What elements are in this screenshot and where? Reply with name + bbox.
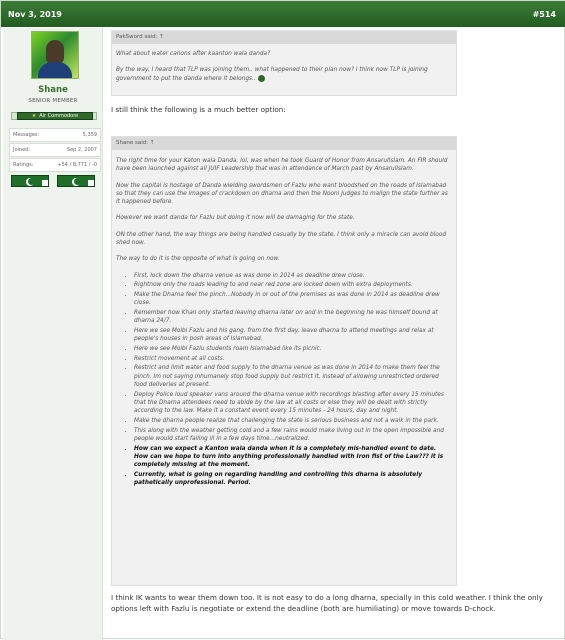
stat-label: Ratings: <box>13 162 34 168</box>
list-item: • Rightnow only the roads leading to and near red zone are locked down with extra deployments. <box>134 281 452 289</box>
list-item: • Restrict movement at all costs. <box>134 355 452 363</box>
list-item: • Make the Dharna feel the pinch...Nobody in or out of the premises as was done in 2014 as deadline drew close. <box>134 291 452 308</box>
stat-row-ratings <box>9 158 101 172</box>
avatar[interactable] <box>31 31 79 79</box>
smiley-icon <box>258 75 265 82</box>
list-item: • Currently, what is going on regarding handling and controlling this dharna is absolutely pathetically unprofessional. Period. <box>134 471 452 488</box>
quote-line: What about water canons after kaanton wala danda? <box>116 51 271 57</box>
stat-label: Messages: <box>13 132 40 138</box>
quote-bullet-list <box>116 272 452 488</box>
rank-label: Air Commodore <box>39 113 79 119</box>
quote-paragraph: The right time for your Katon wala Danda, lol, was when he took Guard of Honor from AnsarulIslam. An FIR should have been launched against all JUIF Leadership that was in attendance of March past by AnsarulIslam. <box>116 158 448 173</box>
stat-row-joined <box>9 143 101 157</box>
list-item: • First, lock down the dharna venue as was done in 2014 as deadline drew close. <box>134 272 452 280</box>
post-date[interactable]: Nov 3, 2019 <box>8 10 62 19</box>
post-header <box>1 1 565 27</box>
list-item: • Restrict and limit water and food supply to the dharna venue as was done in 2014 to make them feel the pinch. Im not saying inhumanely stop food supply but restrict it, instead of allowing unrestricted ordered food deliveries at present. <box>134 364 452 389</box>
username[interactable]: Shane <box>38 85 68 95</box>
quote-text <box>116 50 452 91</box>
pakistan-flag-icon <box>11 175 49 187</box>
stat-value: 5,359 <box>82 132 97 138</box>
star-icon: ★ <box>31 113 37 119</box>
list-item: • Make the dharna people realize that challenging the state is serious business and not a walk in the park. <box>134 417 452 425</box>
list-item: • Here we see Molbi Fazlu and his gang, from the first day, leave dharna to attend meetings and relax at people's houses in posh areas of Islamabad. <box>134 327 452 344</box>
user-stats <box>9 128 101 173</box>
quote-line: By the way, I heard that TLP was joining them.. what happened to their plan now? I think now TLP is joining government to put the danda where it belongs.. <box>116 67 428 82</box>
stat-value: +54 / 8,771 / -0 <box>57 162 97 168</box>
quote-paragraph: However we want danda for Fazlu but doing it now will be damaging for the state. <box>116 215 355 222</box>
post-text: I think IK wants to wear them down too. It is not easy to do a long dharna, specially in this cold weather. I think the only options left with Fazlu is negotiate or extend the deadline (both are humiliating) or move towards D-chock. <box>111 593 543 613</box>
stat-row-messages <box>9 128 101 142</box>
list-item: • Here we see Molbi Fazlu students roam Islamabad like its picnic. <box>134 345 452 353</box>
quote-text <box>116 157 452 489</box>
quote-block <box>111 136 457 586</box>
stat-label: Joined: <box>13 147 31 153</box>
list-item: • Deploy Police loud speaker vans around the dharna venue with recordings blasting after every 15 minutes that the Dharna attendees need to abide by the law at all costs or else they will be dealt with strictly according to the law. Make it a constant event every 15 minutes - 24 hours, day and night. <box>134 391 452 416</box>
quote-paragraph: The way to do it is the opposite of what is going on now. <box>116 256 280 263</box>
quote-header[interactable]: Shane said: ↑ <box>112 137 456 150</box>
stat-value: Sep 2, 2007 <box>66 147 97 153</box>
post-text: I still think the following is a much better option: <box>111 105 286 114</box>
list-item: • How can we expect a Kanton wala danda when it is a completely mis-handled event to date. How can we hope to turn into anything professionally handled with Iron fist of the Law??? it is completely missing at the moment. <box>134 445 452 470</box>
list-item: • Remember how Khan only started leaving dharna later on and in the beginning he was himself bound at dharna 24/7. <box>134 309 452 326</box>
user-sidebar <box>3 28 103 640</box>
user-title: SENIOR MEMBER <box>28 98 78 104</box>
quote-header[interactable]: PakSword said: ↑ <box>112 31 456 44</box>
quote-paragraph: Now the capital is hostage of Danda wielding swordsmen of Fazlu who want bloodshed on the roads of Islamabad so that they can use the images of crackdown on dharna and then the Nooni Judges to malign the state further as it happened before. <box>116 182 448 206</box>
post-number[interactable]: #514 <box>532 10 556 19</box>
flag-badges <box>11 175 99 187</box>
quote-paragraph: ON the other hand, the way things are being handled casually by the state, I think only a miracle can avoid blood shed now. <box>116 231 447 247</box>
quote-block <box>111 30 457 96</box>
list-item: • This along with the weather getting cold and a few rains would make living out in the open impossible and people would start falling ill in a few days time...neutralized. <box>134 427 452 444</box>
rank-badge <box>17 112 93 120</box>
pakistan-flag-icon <box>57 175 95 187</box>
